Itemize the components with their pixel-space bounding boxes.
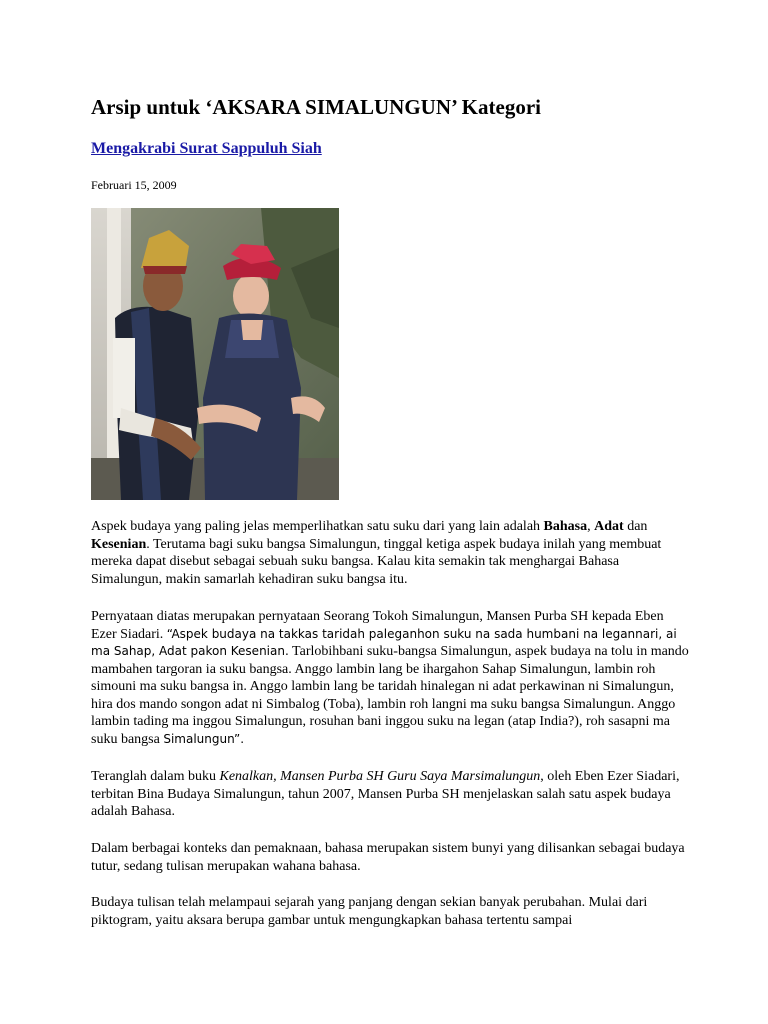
- p1-text-4: . Terutama bagi suku bangsa Simalungun, tinggal ketiga aspek budaya inilah yang membuat mereka dapat disebut sebagai sebuah suku bangsa. Kalau kita semakin tak menghargai Bahasa Simalungun, makin samarlah kehadiran suku bangsa itu.: [91, 536, 662, 587]
- post-photo: [91, 208, 339, 500]
- p3-text-2: , oleh Eben Ezer Siadari, terbitan Bina Budaya Simalungun, tahun 2007, Mansen Purba SH menjelaskan salah satu aspek budaya adalah Bahasa.: [91, 769, 680, 819]
- p2-text-2: Tarlobihbani suku-bangsa Simalungun, aspek budaya na tolu in mando mambahen targoran ia suku bangsa. Anggo lambin lang be ihargahon Sahap Simalungun, lambin roh simouni ma suku bangsa in. Anggo lambin lang be taridah hinalegan ni adat perkawinan ni Simalungun, hira dos mando songon adat ni Simbalog (Toba), lambin roh langni ma suku bangsa Simalungun. Anggo lambin tading ma inggou Simalungun, rosuhan bani inggou suku na legan (atap India?), roh sasapni ma suku bangsa: [91, 644, 689, 747]
- paragraph-3: [91, 768, 691, 821]
- p3-text-1: Teranglah dalam buku: [91, 769, 220, 784]
- p2-text-1: Pernyataan diatas merupakan pernyataan Seorang Tokoh Simalungun, Mansen Purba SH kepada Eben Ezer Siadari.: [91, 609, 664, 642]
- paragraph-1: [91, 518, 691, 588]
- post-date: Februari 15, 2009: [91, 178, 177, 192]
- paragraph-5: Budaya tulisan telah melampaui sejarah yang panjang dengan sekian banyak perubahan. Mulai dari piktogram, yaitu aksara berupa gambar untuk mengungkapkan bahasa tertentu sampai: [91, 895, 648, 928]
- archive-title: Arsip untuk ‘AKSARA SIMALUNGUN’ Kategori: [91, 95, 541, 119]
- p1-text-3: dan: [623, 519, 648, 534]
- p1-bold-kesenian: Kesenian: [91, 536, 147, 552]
- post-title-link[interactable]: Mengakrabi Surat Sappuluh Siah: [91, 140, 322, 157]
- p1-bold-bahasa: Bahasa: [543, 519, 588, 534]
- p1-text-1: Aspek budaya yang paling jelas memperlihatkan satu suku dari yang lain adalah: [91, 519, 544, 534]
- p2-quote-end: Simalungun”.: [163, 731, 245, 746]
- paragraph-2: [91, 608, 691, 748]
- p2-quote-start: “Aspek budaya na takkas taridah paleganhon suku na sada humbani na legannari, ai ma Sahap, Adat pakon Kesenian.: [91, 626, 677, 658]
- p3-book-title: Kenalkan, Mansen Purba SH Guru Saya Marsimalungun: [219, 769, 541, 784]
- p1-text-2: ,: [587, 519, 595, 534]
- p1-bold-adat: Adat: [594, 519, 624, 534]
- paragraph-4: Dalam berbagai konteks dan pemaknaan, bahasa merupakan sistem bunyi yang dilisankan sebagai budaya tutur, sedang tulisan merupakan wahana bahasa.: [91, 841, 685, 874]
